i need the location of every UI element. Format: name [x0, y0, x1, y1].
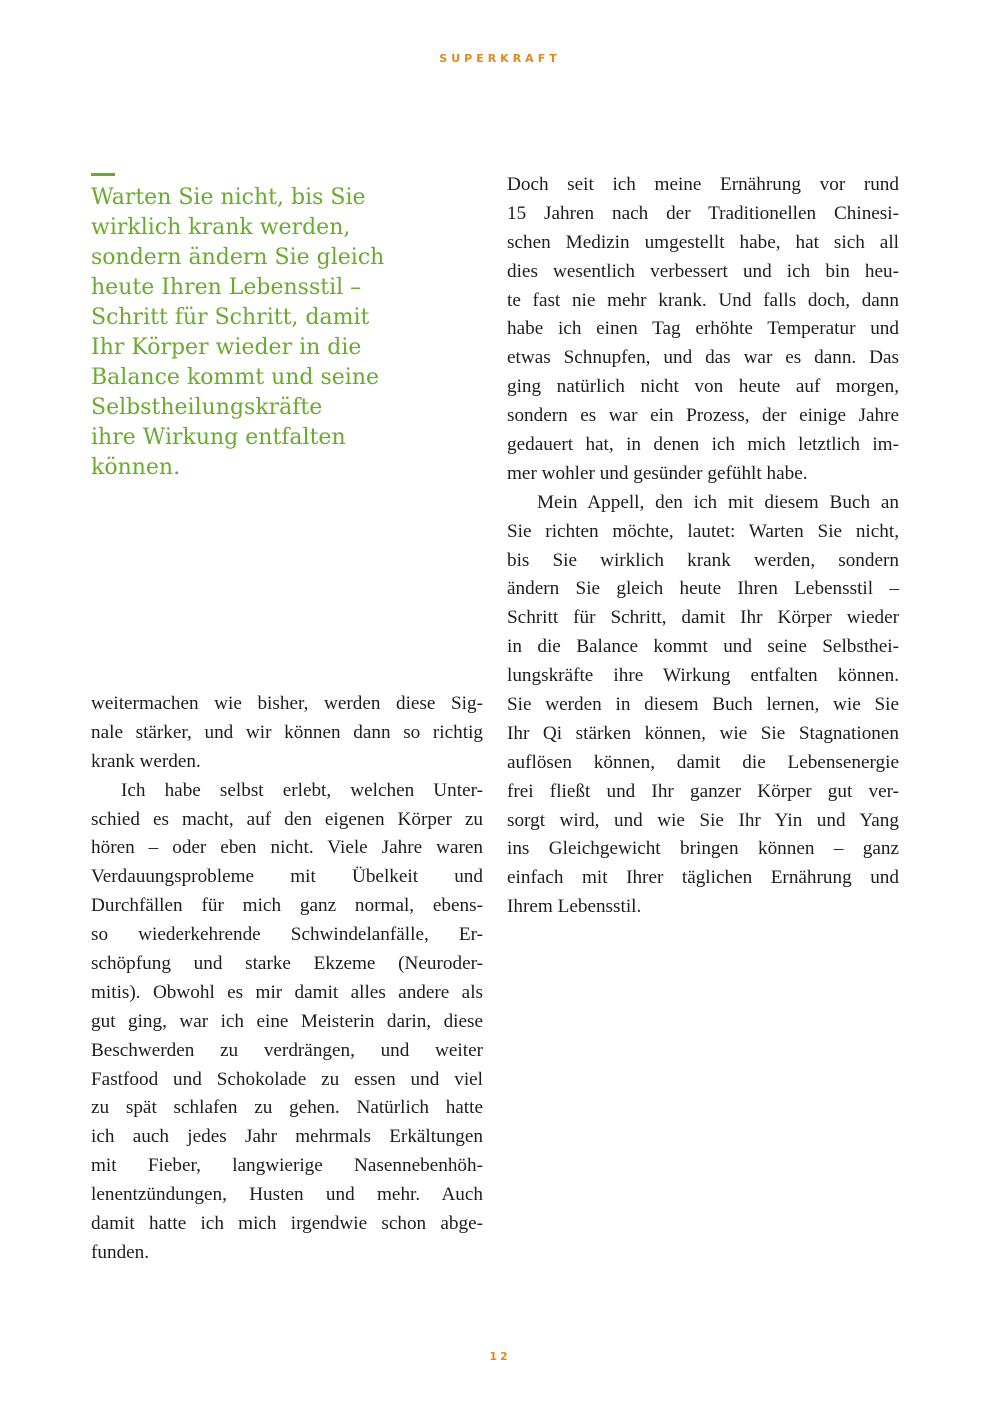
text-line: Fastfood und Schokolade zu essen und viel — [91, 1068, 483, 1090]
pullquote-rule — [91, 173, 115, 176]
running-head: SUPERKRAFT — [439, 52, 561, 65]
text-line: funden. — [91, 1241, 150, 1263]
text-line: Doch seit ich meine Ernährung vor rund — [507, 174, 899, 195]
text-line: weitermachen wie bisher, werden diese Sig- — [91, 693, 483, 714]
body-text-left-column — [91, 690, 483, 1268]
text-line: hören – oder eben nicht. Viele Jahre waren — [91, 837, 483, 859]
pullquote-line: Warten Sie nicht, bis Sie — [91, 185, 366, 210]
text-line: bis Sie wirklich krank werden, sondern — [507, 549, 899, 571]
pullquote — [91, 183, 461, 483]
text-line: gedauert hat, in denen ich mich letztlich im- — [507, 434, 899, 456]
text-line: einfach mit Ihrer täglichen Ernährung und — [507, 867, 899, 889]
text-line: zu spät schlafen zu gehen. Natürlich hatte — [91, 1097, 483, 1119]
text-line: dies wesentlich verbessert und ich bin heu- — [507, 260, 899, 282]
text-line: Ihrem Lebensstil. — [507, 896, 642, 918]
pullquote-line: Schritt für Schritt, damit — [91, 305, 370, 330]
text-line: sorgt wird, und wie Sie Ihr Yin und Yang — [507, 809, 899, 831]
pullquote-line: Selbstheilungskräfte — [91, 395, 323, 420]
text-line: Schritt für Schritt, damit Ihr Körper wieder — [507, 607, 899, 629]
text-line: 15 Jahren nach der Traditionellen Chinesi- — [507, 202, 899, 224]
text-line: ich auch jedes Jahr mehrmals Erkältungen — [91, 1126, 483, 1148]
text-line: Sie richten möchte, lautet: Warten Sie nicht, — [507, 520, 899, 542]
text-line: Beschwerden zu verdrängen, und weiter — [91, 1039, 483, 1061]
text-line: lungskräfte ihre Wirkung entfalten können. — [507, 665, 899, 687]
text-line: ins Gleichgewicht bringen können – ganz — [507, 838, 899, 860]
text-line: Mein Appell, den ich mit diesem Buch an — [537, 491, 899, 513]
text-line: ändern Sie gleich heute Ihren Lebensstil – — [507, 578, 899, 600]
text-line: Ich habe selbst erlebt, welchen Unter- — [121, 779, 483, 801]
text-line: mit Fieber, langwierige Nasennebenhöh- — [91, 1155, 483, 1177]
text-line: frei fließt und Ihr ganzer Körper gut ver- — [507, 780, 899, 802]
text-line: etwas Schnupfen, und das war es dann. Das — [507, 347, 899, 369]
pullquote-line: ihre Wirkung entfalten — [91, 425, 346, 450]
text-line: schöpfung und starke Ekzeme (Neuroder- — [91, 953, 483, 975]
text-line: Verdauungsprobleme mit Übelkeit und — [91, 866, 483, 888]
text-line: Durchfällen für mich ganz normal, ebens- — [91, 895, 483, 917]
text-line: Ihr Qi stärken können, wie Sie Stagnationen — [507, 722, 899, 744]
page-number: 12 — [489, 1350, 511, 1363]
text-line: damit hatte ich mich irgendwie schon abge- — [91, 1213, 483, 1235]
text-line: te fast nie mehr krank. Und falls doch, dann — [507, 289, 899, 311]
pullquote-line: sondern ändern Sie gleich — [91, 245, 385, 270]
pullquote-line: wirklich krank werden, — [91, 215, 351, 240]
text-line: mer wohler und gesünder gefühlt habe. — [507, 462, 808, 484]
text-line: gut ging, war ich eine Meisterin darin, diese — [91, 1010, 483, 1032]
text-line: lenentzündungen, Husten und mehr. Auch — [91, 1184, 483, 1206]
pullquote-line: heute Ihren Lebensstil – — [91, 275, 362, 300]
text-line: mitis). Obwohl es mir damit alles andere als — [91, 981, 483, 1003]
text-line: sondern es war ein Prozess, der einige Jahre — [507, 405, 899, 427]
text-line: nale stärker, und wir können dann so richtig — [91, 721, 483, 743]
body-text-right-column — [507, 171, 899, 922]
text-line: schied es macht, auf den eigenen Körper zu — [91, 808, 483, 830]
text-line: habe ich einen Tag erhöhte Temperatur und — [507, 318, 899, 340]
text-line: krank werden. — [91, 750, 201, 772]
text-line: auflösen können, damit die Lebensenergie — [507, 751, 899, 773]
text-line: Sie werden in diesem Buch lernen, wie Sie — [507, 694, 899, 716]
pullquote-line: Ihr Körper wieder in die — [91, 335, 362, 360]
pullquote-line: können. — [91, 455, 181, 480]
pullquote-line: Balance kommt und seine — [91, 365, 380, 390]
text-line: ging natürlich nicht von heute auf morgen, — [507, 376, 899, 398]
text-line: so wiederkehrende Schwindelanfälle, Er- — [91, 924, 483, 946]
text-line: schen Medizin umgestellt habe, hat sich all — [507, 231, 899, 253]
text-line: in die Balance kommt und seine Selbsthei- — [507, 636, 899, 658]
